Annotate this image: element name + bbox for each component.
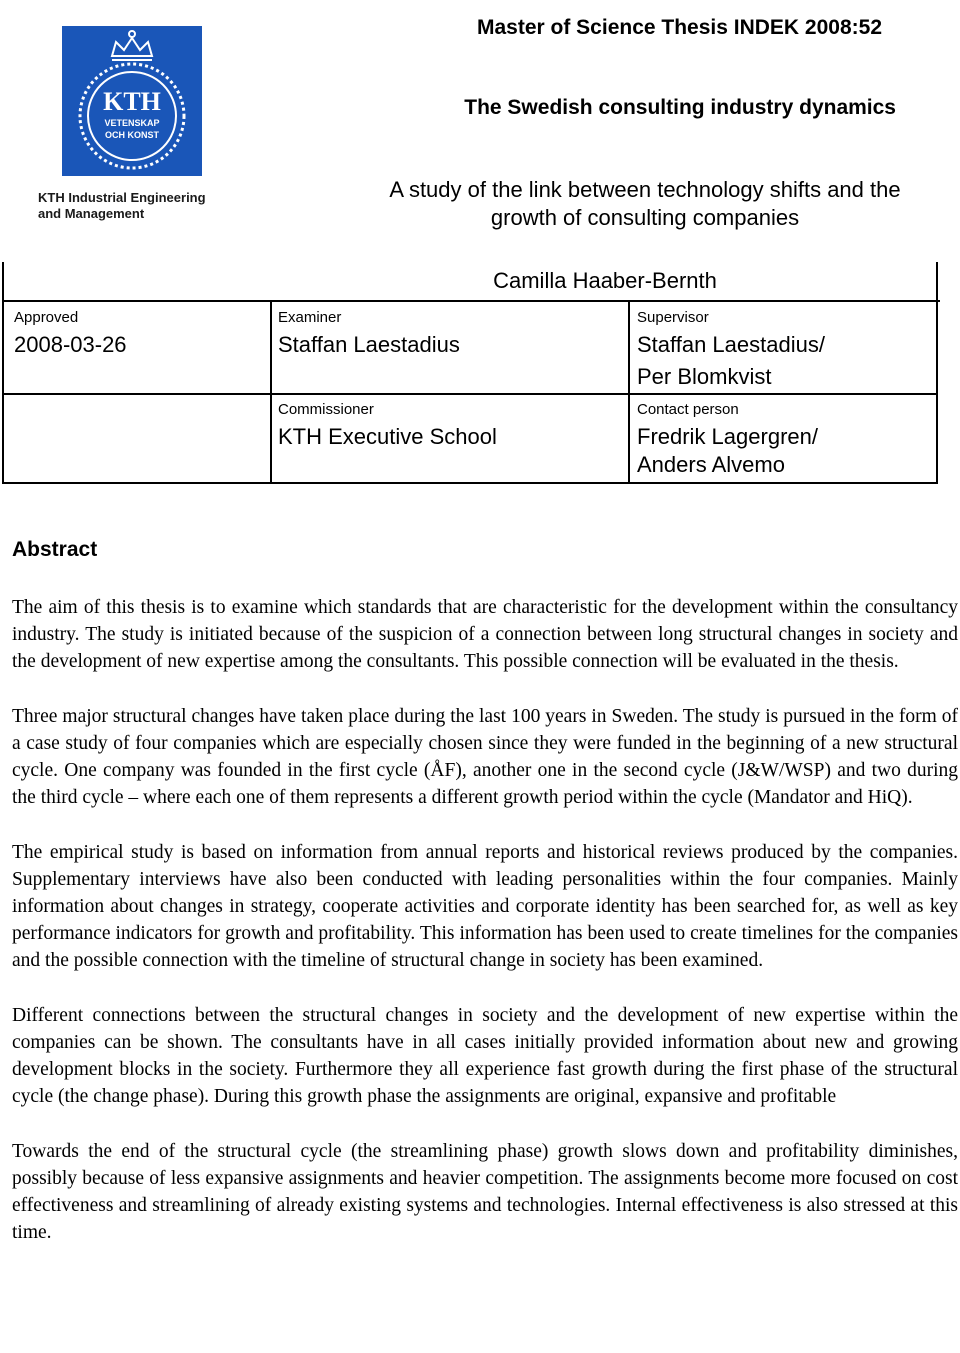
thesis-subtitle: [300, 176, 960, 232]
contact-value-line-2: Anders Alvemo: [637, 452, 785, 477]
row-divider: [270, 393, 628, 395]
thesis-number: Master of Science Thesis INDEK 2008:52: [476, 16, 882, 39]
examiner-value: Staffan Laestadius: [278, 332, 460, 357]
thesis-title: The Swedish consulting industry dynamics: [464, 96, 896, 119]
abstract-heading: Abstract: [12, 538, 98, 561]
subtitle-line-2: growth of consulting companies: [490, 205, 800, 230]
author-row: [4, 262, 940, 302]
supervisor-value-line-2: Per Blomkvist: [637, 364, 772, 389]
abstract-paragraph: The aim of this thesis is to examine which standards that are characteristic for the development within the consultancy industry. The study is initiated because of the suspicion of a connection between long structural changes in society and the development of new expertise among the consultants. This possible connection will be evaluated in the thesis.: [12, 597, 958, 672]
contact-value-line-1: Fredrik Lagergren/: [637, 424, 818, 449]
examiner-label: Examiner: [278, 309, 342, 326]
row-divider: [4, 393, 270, 395]
abstract-paragraph: The empirical study is based on information from annual reports and historical reviews produced by the companies. Supplementary interviews have also been conducted with leading personalities within the four companies. Mainly information about changes in strategy, cooperate activities and corporate identity has been searched for, as well as key performance indicators for growth and profitability. This information has been used to create timelines for the companies and the possible connection with the timeline of structural change in society has been examined.: [12, 842, 958, 971]
abstract-paragraph: Different connections between the structural changes in society and the development of new expertise within the companies can be shown. The consultants have in all cases initially provided information about new and growing development blocks in the society. Furthermore they all experience fast growth during the first phase of the structural cycle (the change phase). During this growth phase the assignments are original, expansive and profitable: [12, 1005, 958, 1107]
commissioner-value: KTH Executive School: [278, 424, 497, 449]
department-line-1: KTH Industrial Engineering: [38, 190, 206, 205]
row-divider: [628, 393, 938, 395]
abstract-paragraph: Three major structural changes have taken place during the last 100 years in Sweden. The study is pursued in the form of a case study of four companies which are especially chosen since they were funded in the beginning of a new structural cycle. One company was founded in the first cycle (ÅF), another one in the second cycle (J&W/WSP) and two during the third cycle – where each one of them represents a different growth period within the cycle (Mandator and HiQ).: [12, 706, 958, 808]
contact-label: Contact person: [637, 401, 739, 418]
subtitle-line-1: A study of the link between technology shifts and the: [389, 177, 901, 202]
commissioner-label: Commissioner: [278, 401, 374, 418]
kth-logo: [62, 26, 202, 176]
emblem-line-3: OCH KONST: [105, 130, 159, 140]
thesis-info-table: [2, 262, 938, 484]
emblem-line-2: VETENSKAP: [104, 118, 160, 128]
abstract-body: [12, 594, 958, 1274]
emblem-kth-text: KTH: [103, 87, 161, 116]
approved-label: Approved: [14, 309, 79, 326]
supervisor-value-line-1: Staffan Laestadius/: [637, 332, 825, 357]
kth-emblem-icon: [62, 26, 202, 176]
approved-value: 2008-03-26: [14, 332, 127, 357]
author-name: Camilla Haaber-Bernth: [493, 268, 717, 293]
department-name: [38, 190, 248, 222]
supervisor-label: Supervisor: [637, 309, 709, 326]
department-line-2: and Management: [38, 206, 145, 221]
abstract-paragraph: Towards the end of the structural cycle (the streamlining phase) growth slows down and profitability diminishes, possibly because of less expansive assignments and heavier competition. The assignments become more focused on cost effectiveness and streamlining of already existing systems and technologies. Internal effectiveness is also stressed at this time.: [12, 1141, 958, 1243]
